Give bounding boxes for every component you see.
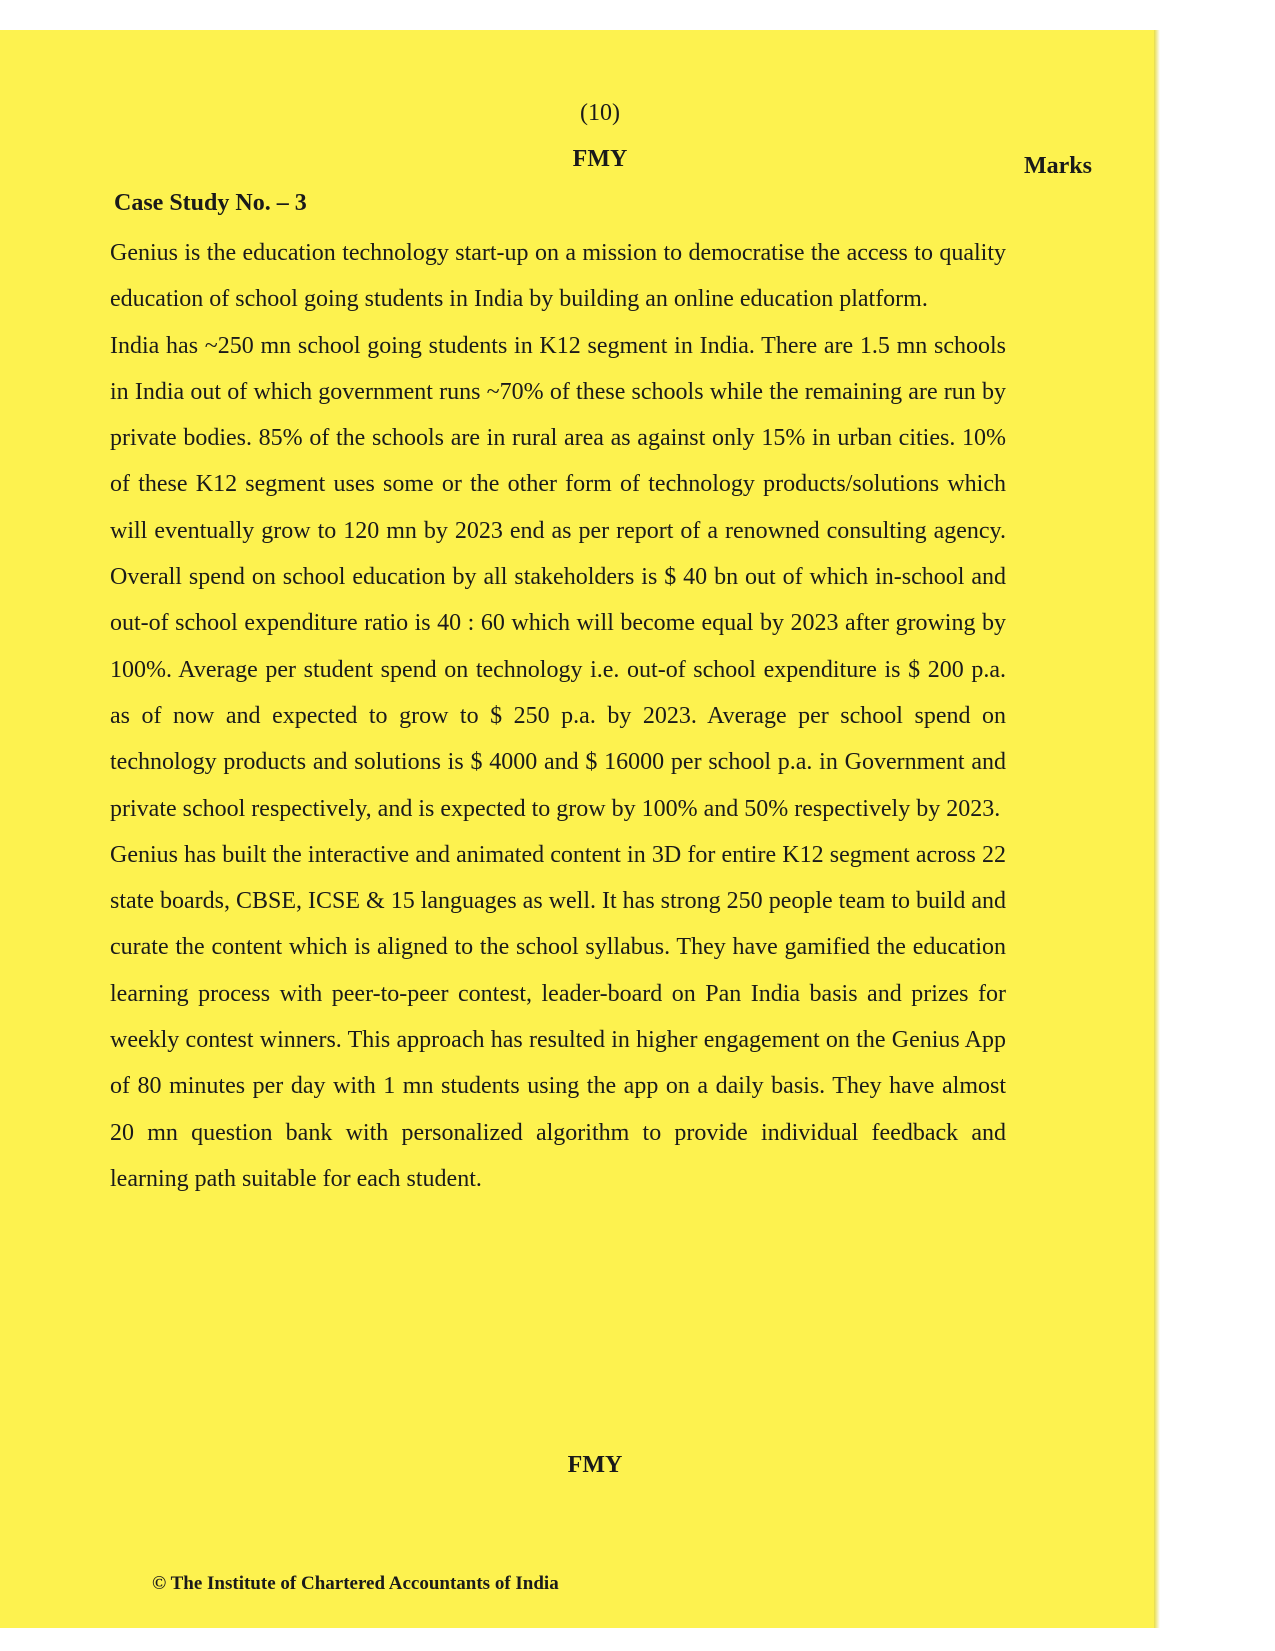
paragraph-intro: Genius is the education technology start-up on a mission to democratise the access to quality education of school going students in India by building an online education platform. (110, 240, 1006, 313)
page-edge (1154, 30, 1160, 1628)
marks-column-label: Marks (1024, 153, 1092, 179)
paragraph-product: Genius has built the interactive and animated content in 3D for entire K12 segment across 22 state boards, CBSE, ICSE & 15 languages as well. It has strong 250 people team to build and curate the content which is aligned to the school syllabus. They have gamified the education learning process with peer-to-peer contest, leader-board on Pan India basis and prizes for weekly contest winners. This approach has resulted in higher engagement on the Genius App of 80 minutes per day with 1 mn students using the app on a daily basis. They have almost 20 mn question bank with personalized algorithm to provide individual feedback and learning path suitable for each student. (110, 841, 1006, 1192)
case-study-body (110, 230, 1006, 1202)
footer-paper-code: FMY (567, 1452, 623, 1478)
copyright-notice: © The Institute of Chartered Accountants of India (152, 1573, 559, 1594)
page-number: (10) (580, 100, 620, 126)
case-study-title: Case Study No. – 3 (114, 190, 307, 216)
paragraph-market: India has ~250 mn school going students in K12 segment in India. There are 1.5 mn schools in India out of which government runs ~70% of these schools while the remaining are run by private bodies. 85% of the schools are in rural area as against only 15% in urban cities. 10% of these K12 segment uses some or the other form of technology products/solutions which will eventually grow to 120 mn by 2023 end as per report of a renowned consulting agency. Overall spend on school education by all stakeholders is $ 40 bn out of which in-school and out-of school expenditure ratio is 40 : 60 which will become equal by 2023 after growing by 100%. Average per student spend on technology i.e. out-of school expenditure is $ 200 p.a. as of now and expected to grow to $ 250 p.a. by 2023. Average per school spend on technology products and solutions is $ 4000 and $ 16000 per school p.a. in Government and private school respectively, and is expected to grow by 100% and 50% respectively by 2023. (110, 332, 1006, 822)
header-paper-code: FMY (572, 146, 628, 172)
